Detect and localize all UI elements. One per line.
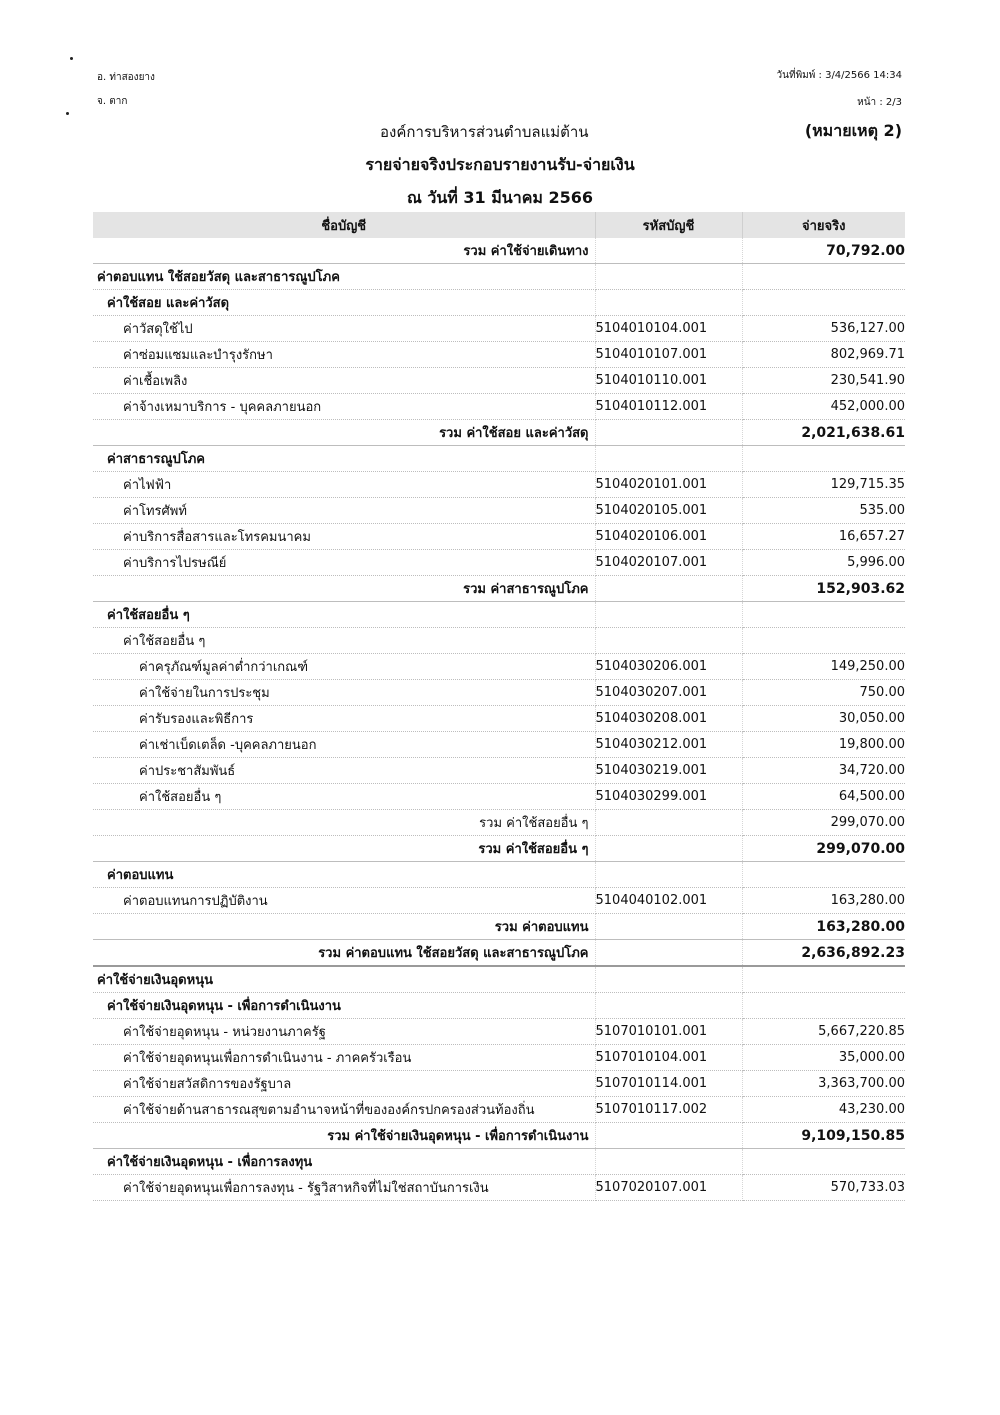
account-code-cell: 5104020105.001 xyxy=(595,498,742,524)
table-row xyxy=(93,316,905,342)
account-code-cell xyxy=(595,966,742,993)
account-code-cell: 5104030208.001 xyxy=(595,706,742,732)
account-name-cell: รวม ค่าใช้สอย และค่าวัสดุ xyxy=(93,420,595,446)
account-code-cell: 5104020106.001 xyxy=(595,524,742,550)
amount-cell: 802,969.71 xyxy=(742,342,905,368)
account-code-cell: 5104030212.001 xyxy=(595,732,742,758)
amount-cell xyxy=(742,446,905,472)
account-code-cell: 5104030299.001 xyxy=(595,784,742,810)
amount-cell: 34,720.00 xyxy=(742,758,905,784)
column-header-account-code: รหัสบัญชี xyxy=(595,212,742,238)
amount-cell: 452,000.00 xyxy=(742,394,905,420)
amount-cell: 230,541.90 xyxy=(742,368,905,394)
account-name-cell: ค่าสาธารณูปโภค xyxy=(93,446,595,472)
account-code-cell: 5104030219.001 xyxy=(595,758,742,784)
account-code-cell xyxy=(595,264,742,290)
table-row xyxy=(93,993,905,1019)
table-row xyxy=(93,472,905,498)
table-row xyxy=(93,264,905,290)
amount-cell xyxy=(742,993,905,1019)
account-name-cell: ค่าใช้สอยอื่น ๆ xyxy=(93,784,595,810)
account-code-cell: 5107010104.001 xyxy=(595,1045,742,1071)
account-code-cell: 5104010104.001 xyxy=(595,316,742,342)
print-date: วันที่พิมพ์ : 3/4/2566 14:34 xyxy=(776,70,902,81)
account-code-cell xyxy=(595,602,742,628)
amount-cell xyxy=(742,966,905,993)
account-name-cell: ค่าซ่อมแซมและบำรุงรักษา xyxy=(93,342,595,368)
note-label: (หมายเหตุ 2) xyxy=(804,121,902,140)
account-name-cell: ค่าวัสดุใช้ไป xyxy=(93,316,595,342)
subtotal-row xyxy=(93,836,905,862)
amount-cell: 5,996.00 xyxy=(742,550,905,576)
account-name-cell: ค่าใช้สอย และค่าวัสดุ xyxy=(93,290,595,316)
amount-cell: 64,500.00 xyxy=(742,784,905,810)
subtotal-row xyxy=(93,576,905,602)
table-row xyxy=(93,1149,905,1175)
account-name-cell: ค่าใช้จ่ายอุดหนุนเพื่อการดำเนินงาน - ภาคครัวเรือน xyxy=(93,1045,595,1071)
account-code-cell: 5107010114.001 xyxy=(595,1071,742,1097)
table-row xyxy=(93,1175,905,1201)
account-name-cell: ค่าตอบแทน xyxy=(93,862,595,888)
subtotal-row xyxy=(93,1123,905,1149)
subtotal-row xyxy=(93,940,905,967)
account-name-cell: ค่าเช่าเบ็ดเตล็ด -บุคคลภายนอก xyxy=(93,732,595,758)
amount-cell: 5,667,220.85 xyxy=(742,1019,905,1045)
account-name-cell: รวม ค่าตอบแทน xyxy=(93,914,595,940)
account-name-cell: ค่าบริการไปรษณีย์ xyxy=(93,550,595,576)
table-row xyxy=(93,888,905,914)
amount-cell: 2,636,892.23 xyxy=(742,940,905,967)
account-code-cell: 5104030207.001 xyxy=(595,680,742,706)
account-name-cell: ค่าใช้จ่ายอุดหนุน - หน่วยงานภาครัฐ xyxy=(93,1019,595,1045)
amount-cell xyxy=(742,862,905,888)
account-name-cell: ค่าบริการสื่อสารและโทรคมนาคม xyxy=(93,524,595,550)
column-header-account-name: ชื่อบัญชี xyxy=(93,212,595,238)
subtotal-row xyxy=(93,420,905,446)
table-row xyxy=(93,680,905,706)
table-row xyxy=(93,1071,905,1097)
table-row xyxy=(93,446,905,472)
account-code-cell xyxy=(595,420,742,446)
account-name-cell: รวม ค่าใช้สอยอื่น ๆ xyxy=(93,810,595,836)
province-label: จ. ตาก xyxy=(97,96,128,107)
account-name-cell: รวม ค่าสาธารณูปโภค xyxy=(93,576,595,602)
table-row xyxy=(93,784,905,810)
account-code-cell xyxy=(595,1149,742,1175)
amount-cell: 43,230.00 xyxy=(742,1097,905,1123)
account-name-cell: ค่าใช้จ่ายในการประชุม xyxy=(93,680,595,706)
account-name-cell: ค่าตอบแทน ใช้สอยวัสดุ และสาธารณูปโภค xyxy=(93,264,595,290)
table-row xyxy=(93,628,905,654)
report-title: รายจ่ายจริงประกอบรายงานรับ-จ่ายเงิน xyxy=(365,155,635,174)
column-header-actual-paid: จ่ายจริง xyxy=(742,212,905,238)
account-code-cell: 5104010110.001 xyxy=(595,368,742,394)
account-code-cell: 5104030206.001 xyxy=(595,654,742,680)
account-code-cell xyxy=(595,290,742,316)
account-code-cell xyxy=(595,993,742,1019)
account-code-cell xyxy=(595,940,742,967)
amount-cell: 570,733.03 xyxy=(742,1175,905,1201)
amount-cell: 163,280.00 xyxy=(742,888,905,914)
account-name-cell: ค่าจ้างเหมาบริการ - บุคคลภายนอก xyxy=(93,394,595,420)
account-name-cell: ค่าเชื้อเพลิง xyxy=(93,368,595,394)
subtotal-row xyxy=(93,810,905,836)
account-name-cell: ค่าประชาสัมพันธ์ xyxy=(93,758,595,784)
account-code-cell xyxy=(595,576,742,602)
table-row xyxy=(93,602,905,628)
scan-speck xyxy=(70,57,73,60)
account-name-cell: ค่าใช้จ่ายสวัสดิการของรัฐบาล xyxy=(93,1071,595,1097)
account-code-cell: 5107010117.002 xyxy=(595,1097,742,1123)
table-row xyxy=(93,498,905,524)
account-name-cell: ค่าใช้สอยอื่น ๆ xyxy=(93,602,595,628)
account-code-cell xyxy=(595,238,742,264)
page-number: หน้า : 2/3 xyxy=(857,97,902,108)
amount-cell: 2,021,638.61 xyxy=(742,420,905,446)
account-name-cell: ค่าใช้จ่ายด้านสาธารณสุขตามอำนาจหน้าที่ขององค์กรปกครองส่วนท้องถิ่น xyxy=(93,1097,595,1123)
table-row xyxy=(93,732,905,758)
account-name-cell: ค่าใช้จ่ายเงินอุดหนุน - เพื่อการดำเนินงาน xyxy=(93,993,595,1019)
amount-cell: 152,903.62 xyxy=(742,576,905,602)
subtotal-row xyxy=(93,914,905,940)
district-label: อ. ท่าสองยาง xyxy=(97,72,155,83)
table-row xyxy=(93,290,905,316)
table-row xyxy=(93,706,905,732)
expense-table xyxy=(93,212,905,1201)
amount-cell: 16,657.27 xyxy=(742,524,905,550)
amount-cell: 149,250.00 xyxy=(742,654,905,680)
table-row xyxy=(93,862,905,888)
account-code-cell xyxy=(595,628,742,654)
account-name-cell: รวม ค่าใช้สอยอื่น ๆ xyxy=(93,836,595,862)
account-name-cell: ค่าใช้จ่ายอุดหนุนเพื่อการลงทุน - รัฐวิสาหกิจที่ไม่ใช่สถาบันการเงิน xyxy=(93,1175,595,1201)
amount-cell: 35,000.00 xyxy=(742,1045,905,1071)
account-name-cell: ค่าใช้จ่ายเงินอุดหนุน - เพื่อการลงทุน xyxy=(93,1149,595,1175)
account-name-cell: รวม ค่าใช้จ่ายเงินอุดหนุน - เพื่อการดำเนินงาน xyxy=(93,1123,595,1149)
amount-cell: 750.00 xyxy=(742,680,905,706)
organization-name: องค์การบริหารส่วนตำบลแม่ต้าน xyxy=(380,123,589,141)
account-code-cell: 5104020101.001 xyxy=(595,472,742,498)
amount-cell: 163,280.00 xyxy=(742,914,905,940)
account-code-cell xyxy=(595,914,742,940)
table-row xyxy=(93,394,905,420)
account-code-cell xyxy=(595,446,742,472)
table-row xyxy=(93,524,905,550)
account-name-cell: ค่าครุภัณฑ์มูลค่าต่ำกว่าเกณฑ์ xyxy=(93,654,595,680)
amount-cell xyxy=(742,1149,905,1175)
account-name-cell: ค่าโทรศัพท์ xyxy=(93,498,595,524)
table-row xyxy=(93,1019,905,1045)
table-row xyxy=(93,966,905,993)
amount-cell: 129,715.35 xyxy=(742,472,905,498)
account-code-cell: 5104020107.001 xyxy=(595,550,742,576)
amount-cell: 70,792.00 xyxy=(742,238,905,264)
table-row xyxy=(93,654,905,680)
amount-cell xyxy=(742,628,905,654)
account-name-cell: รวม ค่าใช้จ่ายเดินทาง xyxy=(93,238,595,264)
subtotal-row xyxy=(93,238,905,264)
account-name-cell: ค่ารับรองและพิธีการ xyxy=(93,706,595,732)
table-row xyxy=(93,758,905,784)
amount-cell xyxy=(742,290,905,316)
account-code-cell: 5104040102.001 xyxy=(595,888,742,914)
amount-cell xyxy=(742,602,905,628)
account-code-cell xyxy=(595,1123,742,1149)
account-name-cell: ค่าตอบแทนการปฏิบัติงาน xyxy=(93,888,595,914)
report-date: ณ วันที่ 31 มีนาคม 2566 xyxy=(406,188,594,207)
amount-cell: 30,050.00 xyxy=(742,706,905,732)
account-name-cell: รวม ค่าตอบแทน ใช้สอยวัสดุ และสาธารณูปโภค xyxy=(93,940,595,967)
table-row xyxy=(93,1045,905,1071)
account-code-cell: 5107020107.001 xyxy=(595,1175,742,1201)
account-name-cell: ค่าใช้จ่ายเงินอุดหนุน xyxy=(93,966,595,993)
amount-cell: 536,127.00 xyxy=(742,316,905,342)
account-code-cell xyxy=(595,836,742,862)
account-code-cell: 5104010107.001 xyxy=(595,342,742,368)
amount-cell: 299,070.00 xyxy=(742,810,905,836)
table-row xyxy=(93,550,905,576)
table-header-row xyxy=(93,212,905,238)
table-row xyxy=(93,1097,905,1123)
amount-cell: 3,363,700.00 xyxy=(742,1071,905,1097)
account-code-cell: 5104010112.001 xyxy=(595,394,742,420)
account-name-cell: ค่าไฟฟ้า xyxy=(93,472,595,498)
account-code-cell xyxy=(595,810,742,836)
amount-cell: 19,800.00 xyxy=(742,732,905,758)
scan-speck xyxy=(66,112,69,115)
table-row xyxy=(93,342,905,368)
amount-cell: 9,109,150.85 xyxy=(742,1123,905,1149)
account-code-cell: 5107010101.001 xyxy=(595,1019,742,1045)
account-name-cell: ค่าใช้สอยอื่น ๆ xyxy=(93,628,595,654)
amount-cell: 535.00 xyxy=(742,498,905,524)
amount-cell: 299,070.00 xyxy=(742,836,905,862)
account-code-cell xyxy=(595,862,742,888)
table-row xyxy=(93,368,905,394)
amount-cell xyxy=(742,264,905,290)
